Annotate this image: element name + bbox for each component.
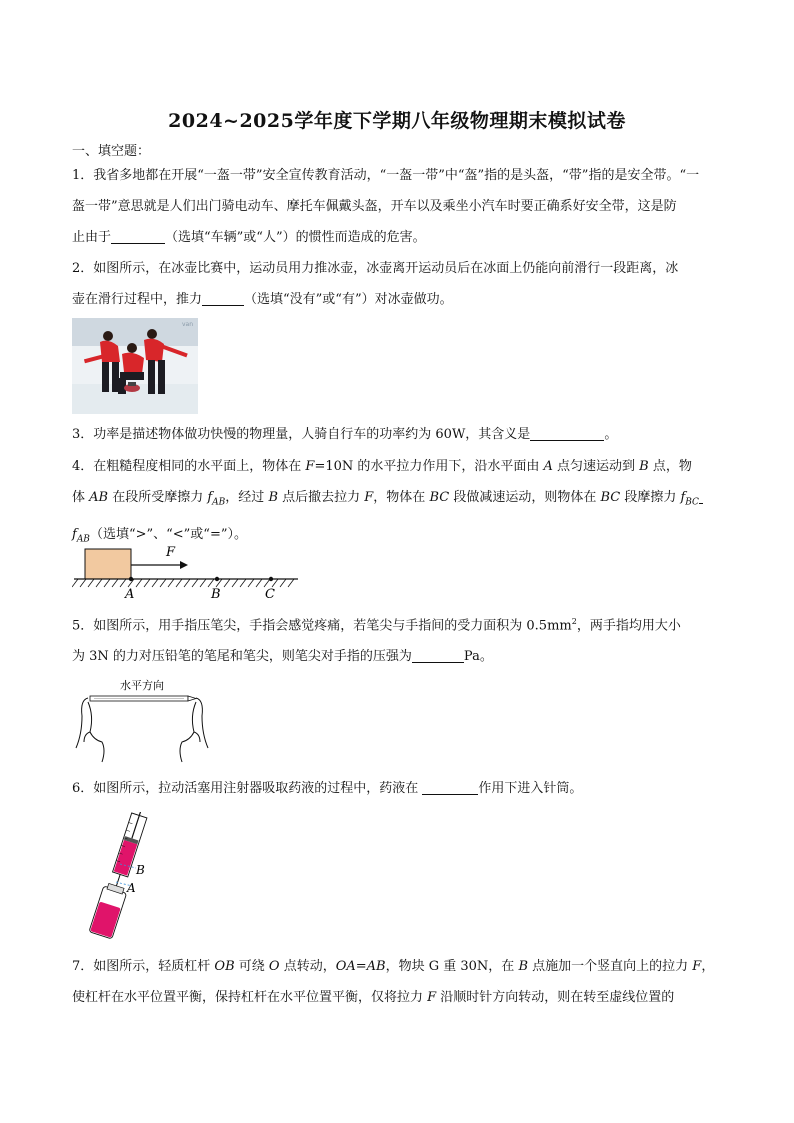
answer-blank[interactable] — [422, 780, 478, 795]
answer-blank[interactable] — [202, 291, 244, 306]
answer-blank[interactable] — [111, 229, 165, 244]
answer-blank[interactable] — [530, 426, 604, 441]
ground-hatching — [72, 579, 294, 587]
q5-line-1: 5．如图所示，用手指压笔尖，手指会感觉疼痛，若笔尖与手指间的受力面积为 $0.5mm^2$，两手指均用大小 — [72, 617, 681, 634]
force-label: F — [166, 545, 176, 560]
question-6 — [72, 773, 724, 804]
point-c-label: C — [265, 587, 275, 602]
q4-line-1: 4．在粗糙程度相同的水平面上，物体在 F=10N 的水平拉力作用下，沿水平面由 A 点匀速运动到 B 点，物 — [72, 459, 692, 474]
answer-blank[interactable] — [699, 489, 703, 504]
question-2 — [72, 253, 724, 315]
q6-line-1: 6．如图所示，拉动活塞用注射器吸取药液的过程中，药液在 作用下进入针筒。 — [72, 781, 583, 796]
syringe-point-a-label: A — [127, 881, 136, 895]
answer-blank[interactable] — [412, 648, 464, 663]
exam-title: 2024~2025学年度下学期八年级物理期末模拟试卷 — [168, 110, 626, 132]
q4-line-2: 体 AB 在段所受摩擦力 $f_{AB}$，经过 B 点后撤去拉力 F，物体在 BC 段做减速运动，则物体在 BC 段摩擦力 $f_{BC}$ — [72, 482, 724, 519]
point-b-label: B — [211, 587, 221, 602]
question-3 — [72, 419, 724, 450]
horizontal-direction-label: 水平方向 — [120, 679, 164, 692]
q7-line-2: 使杠杆在水平位置平衡，保持杠杆在水平位置平衡，仅将拉力 F 沿顺时针方向转动，则在转至虚线位置的 — [72, 990, 675, 1005]
left-hand-icon — [76, 698, 104, 762]
q3-line-1: 3．功率是描述物体做功快慢的物理量，人骑自行车的功率约为 60W，其含义是 。 — [72, 427, 618, 442]
q5-line-2: 为 3N 的力对压铅笔的笔尾和笔尖，则笔尖对手指的压强为 Pa。 — [72, 649, 493, 665]
syringe-point-b-label: B — [136, 863, 145, 877]
q2-line-1: 2．如图所示，在冰壶比赛中，运动员用力推冰壶，冰壶离开运动员后在冰面上仍能向前滑行一段距离，冰 — [72, 261, 679, 276]
point-a-label: A — [125, 587, 135, 602]
right-hand-icon — [180, 698, 208, 762]
question-7 — [72, 951, 724, 1013]
syringe-diagram — [64, 812, 174, 942]
q4-line-3: $f_{AB}$（选填“>”、“<”或“=”）。 — [72, 526, 247, 545]
q1-line-1: 1．我省多地都在开展“一盔一带”安全宣传教育活动，“一盔一带”中“盔”指的是头盔，“带”指的是安全带。“一 — [72, 168, 700, 183]
curling-photo — [72, 318, 198, 414]
q1-line-3: 止由于 （选填“车辆”或“人”）的惯性而造成的危害。 — [72, 230, 426, 245]
block-force-diagram — [72, 543, 302, 603]
question-4 — [72, 451, 724, 555]
q1-line-2: 盔一带”意思就是人们出门骑电动车、摩托车佩戴头盔，开车以及乘坐小汽车时要正确系好安全带，这是防 — [72, 199, 677, 214]
question-1 — [72, 160, 724, 253]
photo-sign-text: van — [182, 321, 194, 328]
section-heading: 一、填空题： — [72, 144, 151, 159]
q7-line-1: 7．如图所示，轻质杠杆 OB 可绕 O 点转动，OA=AB，物块 G 重 30N，在 B 点施加一个竖直向上的拉力 F， — [72, 959, 715, 974]
pencil-fingers-diagram — [72, 676, 212, 764]
question-5 — [72, 606, 724, 672]
q2-line-2: 壶在滑行过程中，推力 （选填“没有”或“有”）对冰壶做功。 — [72, 292, 453, 307]
